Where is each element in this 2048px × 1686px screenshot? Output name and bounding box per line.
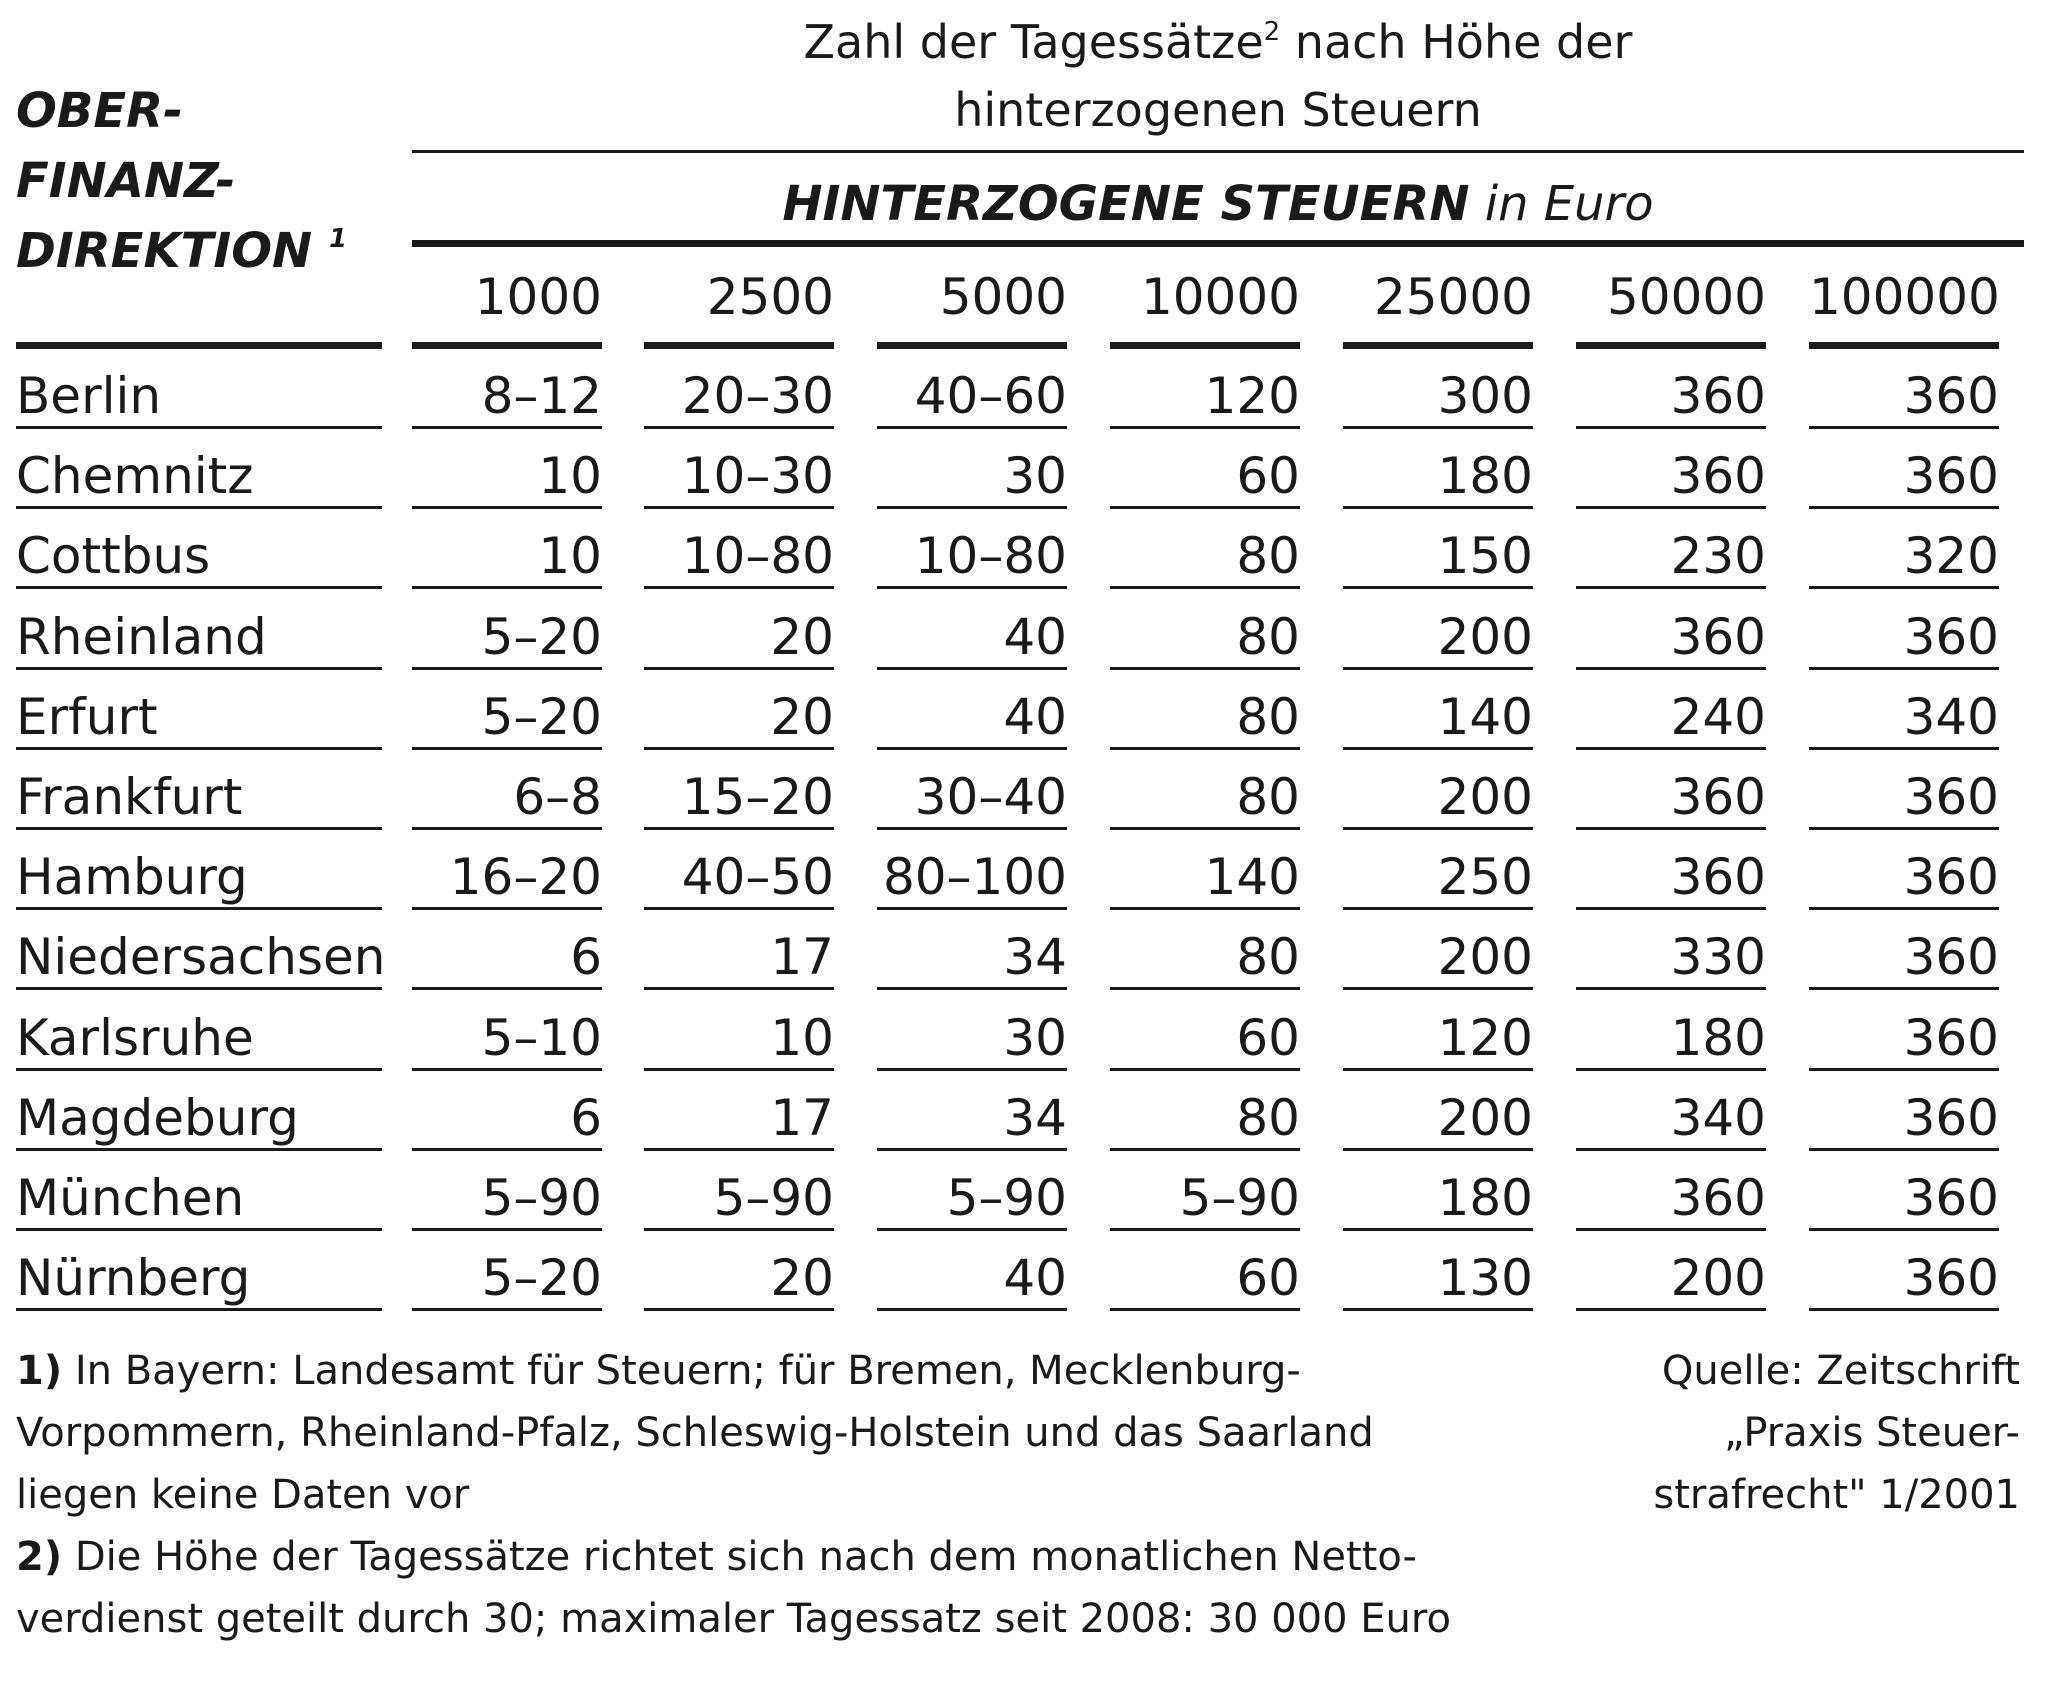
cell-rule — [644, 1068, 834, 1071]
table-caption — [412, 8, 2024, 144]
table-cell: 130 — [1437, 1249, 1533, 1307]
row-label: Berlin — [16, 367, 162, 425]
row-label: Frankfurt — [16, 768, 243, 826]
header-rule — [1110, 342, 1300, 349]
table-cell: 20 — [770, 608, 834, 666]
column-header: 5000 — [939, 268, 1067, 326]
cell-rule — [877, 1148, 1067, 1151]
table-cell: 80 — [1236, 1089, 1300, 1147]
column-header: 1000 — [474, 268, 602, 326]
cell-rule — [644, 827, 834, 830]
row-rule — [16, 907, 382, 910]
table-cell: 80 — [1236, 928, 1300, 986]
row-rule — [16, 1228, 382, 1231]
footnote-1-line1: In Bayern: Landesamt für Steuern; für Bremen, Mecklenburg- — [62, 1348, 1301, 1394]
cell-rule — [1110, 506, 1300, 509]
cell-rule — [1343, 586, 1533, 589]
cell-rule — [877, 1068, 1067, 1071]
cell-rule — [1809, 987, 1999, 990]
table-cell: 16–20 — [449, 848, 602, 906]
cell-rule — [877, 827, 1067, 830]
table-cell: 180 — [1670, 1009, 1766, 1067]
row-header — [16, 76, 347, 286]
table-cell: 330 — [1670, 928, 1766, 986]
table-cell: 10–80 — [914, 527, 1067, 585]
cell-rule — [644, 907, 834, 910]
table-cell: 40 — [1003, 608, 1067, 666]
table-cell: 60 — [1236, 1009, 1300, 1067]
cell-rule — [1343, 907, 1533, 910]
row-label: Nürnberg — [16, 1249, 251, 1307]
cell-rule — [1809, 1148, 1999, 1151]
cell-rule — [1343, 667, 1533, 670]
cell-rule — [1343, 987, 1533, 990]
table-cell: 80 — [1236, 688, 1300, 746]
table-cell: 5–20 — [481, 608, 602, 666]
cell-rule — [644, 747, 834, 750]
column-header: 25000 — [1373, 268, 1533, 326]
table-cell: 360 — [1903, 1089, 1999, 1147]
row-label: München — [16, 1169, 245, 1227]
table-cell: 340 — [1670, 1089, 1766, 1147]
table-cell: 80–100 — [882, 848, 1067, 906]
column-header: 100000 — [1809, 268, 2000, 326]
row-header-line3: DIREKTION — [16, 223, 313, 279]
table-cell: 17 — [770, 928, 834, 986]
row-rule — [16, 506, 382, 509]
cell-rule — [1343, 1068, 1533, 1071]
cell-rule — [1809, 907, 1999, 910]
table-cell: 360 — [1670, 1169, 1766, 1227]
cell-rule — [1110, 827, 1300, 830]
cell-rule — [1343, 1228, 1533, 1231]
cell-rule — [1110, 987, 1300, 990]
table-cell: 340 — [1903, 688, 1999, 746]
row-label: Erfurt — [16, 688, 158, 746]
cell-rule — [412, 987, 602, 990]
cell-rule — [1110, 426, 1300, 429]
footnote-2-number: 2) — [16, 1534, 63, 1580]
cell-rule — [877, 426, 1067, 429]
cell-rule — [644, 1308, 834, 1311]
cell-rule — [1576, 907, 1766, 910]
cell-rule — [1110, 1228, 1300, 1231]
table-cell: 180 — [1437, 447, 1533, 505]
cell-rule — [877, 747, 1067, 750]
cell-rule — [412, 907, 602, 910]
table-cell: 10 — [770, 1009, 834, 1067]
footnotes — [16, 1340, 1576, 1650]
cell-rule — [1110, 1308, 1300, 1311]
header-rule — [1343, 342, 1533, 349]
cell-rule — [412, 1228, 602, 1231]
caption-line1-rest: nach Höhe der — [1280, 15, 1633, 69]
row-label: Niedersachsen — [16, 928, 386, 986]
cell-rule — [1110, 667, 1300, 670]
row-label: Cottbus — [16, 527, 211, 585]
table-cell: 40–50 — [681, 848, 834, 906]
cell-rule — [1809, 747, 1999, 750]
row-label: Magdeburg — [16, 1089, 299, 1147]
table-cell: 60 — [1236, 1249, 1300, 1307]
table-cell: 10 — [538, 527, 602, 585]
cell-rule — [644, 1148, 834, 1151]
cell-rule — [644, 586, 834, 589]
table-cell: 120 — [1204, 367, 1300, 425]
footnote-2-line2: verdienst geteilt durch 30; maximaler Tagessatz seit 2008: 30 000 Euro — [16, 1596, 1451, 1642]
table-cell: 80 — [1236, 608, 1300, 666]
cell-rule — [1576, 1148, 1766, 1151]
source-line2: „Praxis Steuer- — [1724, 1410, 2020, 1456]
cell-rule — [877, 987, 1067, 990]
table-cell: 6 — [570, 928, 602, 986]
caption-divider — [412, 150, 2024, 153]
cell-rule — [412, 426, 602, 429]
row-rule — [16, 747, 382, 750]
table-cell: 5–90 — [481, 1169, 602, 1227]
cell-rule — [412, 506, 602, 509]
table-cell: 360 — [1903, 1249, 1999, 1307]
table-cell: 300 — [1437, 367, 1533, 425]
table-cell: 5–90 — [713, 1169, 834, 1227]
row-rule — [16, 987, 382, 990]
row-rule — [16, 1148, 382, 1151]
cell-rule — [1809, 586, 1999, 589]
cell-rule — [412, 1308, 602, 1311]
cell-rule — [877, 506, 1067, 509]
cell-rule — [1110, 907, 1300, 910]
cell-rule — [1576, 667, 1766, 670]
cell-rule — [1110, 747, 1300, 750]
table-cell: 20 — [770, 688, 834, 746]
table-cell: 230 — [1670, 527, 1766, 585]
table-cell: 17 — [770, 1089, 834, 1147]
cell-rule — [412, 586, 602, 589]
table-cell: 20 — [770, 1249, 834, 1307]
table-cell: 140 — [1437, 688, 1533, 746]
row-label: Karlsruhe — [16, 1009, 254, 1067]
table-cell: 10 — [538, 447, 602, 505]
table-cell: 40–60 — [914, 367, 1067, 425]
table-cell: 80 — [1236, 768, 1300, 826]
table-cell: 30 — [1003, 447, 1067, 505]
caption-line1: Zahl der Tagessätze — [803, 15, 1264, 69]
cell-rule — [1809, 1228, 1999, 1231]
row-header-line2: FINANZ- — [16, 153, 236, 209]
table-cell: 200 — [1437, 928, 1533, 986]
row-rule — [16, 1068, 382, 1071]
cell-rule — [1343, 1308, 1533, 1311]
table-cell: 150 — [1437, 527, 1533, 585]
cell-rule — [1576, 1068, 1766, 1071]
cell-rule — [1576, 827, 1766, 830]
footnote-1-line2: Vorpommern, Rheinland-Pfalz, Schleswig-Holstein und das Saarland — [16, 1410, 1374, 1456]
group-header-label: HINTERZOGENE STEUERN — [782, 176, 1470, 232]
group-header-divider — [412, 240, 2024, 247]
cell-rule — [644, 506, 834, 509]
table-cell: 360 — [1670, 848, 1766, 906]
table-cell: 5–90 — [946, 1169, 1067, 1227]
row-rule — [16, 827, 382, 830]
table-cell: 8–12 — [481, 367, 602, 425]
table-cell: 34 — [1003, 928, 1067, 986]
footnote-2-line1: Die Höhe der Tagessätze richtet sich nach dem monatlichen Netto- — [62, 1534, 1417, 1580]
cell-rule — [1343, 827, 1533, 830]
table-cell: 80 — [1236, 527, 1300, 585]
table-cell: 5–90 — [1179, 1169, 1300, 1227]
row-label: Chemnitz — [16, 447, 254, 505]
cell-rule — [412, 1068, 602, 1071]
cell-rule — [1576, 1308, 1766, 1311]
cell-rule — [1576, 426, 1766, 429]
cell-rule — [644, 667, 834, 670]
table-cell: 40 — [1003, 688, 1067, 746]
table-cell: 360 — [1903, 928, 1999, 986]
cell-rule — [1343, 1148, 1533, 1151]
cell-rule — [1343, 426, 1533, 429]
group-header — [412, 172, 2024, 236]
cell-rule — [1809, 1308, 1999, 1311]
table-cell: 360 — [1670, 768, 1766, 826]
table-cell: 180 — [1437, 1169, 1533, 1227]
source-note — [1580, 1340, 2020, 1526]
cell-rule — [1576, 987, 1766, 990]
table-cell: 140 — [1204, 848, 1300, 906]
table-cell: 360 — [1903, 1009, 1999, 1067]
row-header-footnote-mark: 1 — [328, 224, 348, 254]
cell-rule — [877, 586, 1067, 589]
table-cell: 5–20 — [481, 1249, 602, 1307]
cell-rule — [1576, 506, 1766, 509]
table-cell: 360 — [1903, 447, 1999, 505]
footnote-1-number: 1) — [16, 1348, 63, 1394]
column-header: 50000 — [1606, 268, 1766, 326]
table-cell: 360 — [1903, 768, 1999, 826]
cell-rule — [1110, 586, 1300, 589]
source-line3: strafrecht" 1/2001 — [1653, 1472, 2020, 1518]
cell-rule — [1576, 586, 1766, 589]
row-rule — [16, 667, 382, 670]
row-label: Rheinland — [16, 608, 267, 666]
cell-rule — [644, 426, 834, 429]
cell-rule — [1809, 667, 1999, 670]
table-cell: 360 — [1903, 608, 1999, 666]
table-cell: 6 — [570, 1089, 602, 1147]
cell-rule — [1809, 827, 1999, 830]
cell-rule — [412, 827, 602, 830]
table-cell: 10–30 — [681, 447, 834, 505]
cell-rule — [877, 907, 1067, 910]
table-cell: 360 — [1670, 447, 1766, 505]
header-rule — [1576, 342, 1766, 349]
cell-rule — [644, 1228, 834, 1231]
table-cell: 360 — [1670, 608, 1766, 666]
table-cell: 250 — [1437, 848, 1533, 906]
table-cell: 360 — [1903, 848, 1999, 906]
column-header: 10000 — [1140, 268, 1300, 326]
table-cell: 200 — [1437, 768, 1533, 826]
column-header: 2500 — [706, 268, 834, 326]
header-rule — [412, 342, 602, 349]
cell-rule — [412, 1148, 602, 1151]
caption-line2: hinterzogenen Steuern — [954, 83, 1482, 137]
table-cell: 60 — [1236, 447, 1300, 505]
cell-rule — [1576, 747, 1766, 750]
table-cell: 40 — [1003, 1249, 1067, 1307]
table-cell: 34 — [1003, 1089, 1067, 1147]
table-cell: 30 — [1003, 1009, 1067, 1067]
row-rule — [16, 426, 382, 429]
table-cell: 200 — [1437, 1089, 1533, 1147]
cell-rule — [1110, 1148, 1300, 1151]
header-rule — [16, 342, 382, 349]
table-cell: 200 — [1437, 608, 1533, 666]
table-cell: 5–10 — [481, 1009, 602, 1067]
cell-rule — [877, 667, 1067, 670]
cell-rule — [1809, 1068, 1999, 1071]
cell-rule — [1576, 1228, 1766, 1231]
row-rule — [16, 586, 382, 589]
cell-rule — [1809, 506, 1999, 509]
row-rule — [16, 1308, 382, 1311]
table-cell: 240 — [1670, 688, 1766, 746]
table-cell: 5–20 — [481, 688, 602, 746]
cell-rule — [877, 1308, 1067, 1311]
table-cell: 10–80 — [681, 527, 834, 585]
table-cell: 200 — [1670, 1249, 1766, 1307]
row-label: Hamburg — [16, 848, 248, 906]
header-rule — [877, 342, 1067, 349]
cell-rule — [1110, 1068, 1300, 1071]
table-cell: 30–40 — [914, 768, 1067, 826]
table-cell: 320 — [1903, 527, 1999, 585]
caption-footnote-mark: 2 — [1263, 17, 1281, 47]
table-cell: 6–8 — [513, 768, 602, 826]
table-cell: 360 — [1903, 1169, 1999, 1227]
table-cell: 15–20 — [681, 768, 834, 826]
table-cell: 360 — [1670, 367, 1766, 425]
cell-rule — [877, 1228, 1067, 1231]
cell-rule — [1343, 506, 1533, 509]
table-cell: 120 — [1437, 1009, 1533, 1067]
cell-rule — [412, 667, 602, 670]
row-header-line1: OBER- — [16, 83, 184, 139]
cell-rule — [412, 747, 602, 750]
cell-rule — [1343, 747, 1533, 750]
table-cell: 20–30 — [681, 367, 834, 425]
header-rule — [644, 342, 834, 349]
cell-rule — [644, 987, 834, 990]
footnote-1-line3: liegen keine Daten vor — [16, 1472, 470, 1518]
source-line1: Quelle: Zeitschrift — [1661, 1348, 2020, 1394]
cell-rule — [1809, 426, 1999, 429]
header-rule — [1809, 342, 1999, 349]
table-cell: 360 — [1903, 367, 1999, 425]
group-header-unit: in Euro — [1484, 176, 1654, 232]
